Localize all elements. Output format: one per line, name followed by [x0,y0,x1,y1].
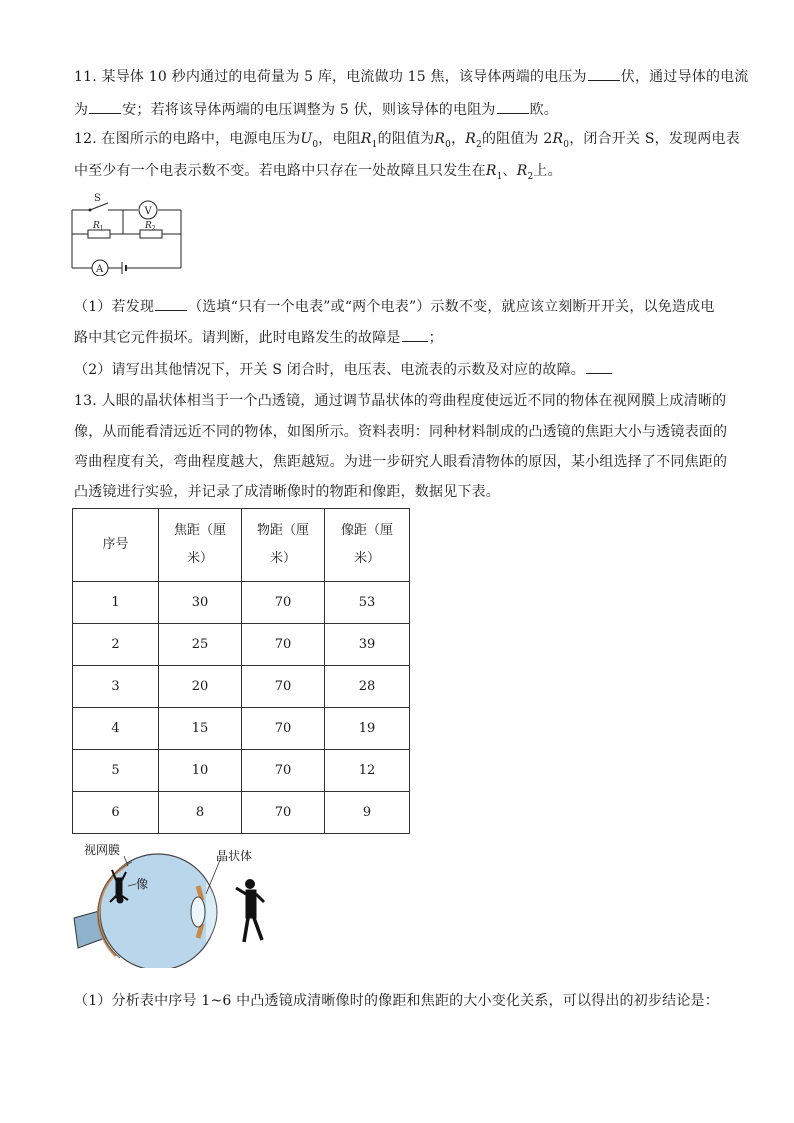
q12-text: ， [451,131,466,147]
var-r1: R [360,131,372,147]
lens-pointer [206,860,220,894]
q12-text: 、 [502,163,517,179]
q12-sub2-line [74,359,613,380]
q12-text: 12. 在图所示的电路中，电源电压为 [74,131,301,147]
table-cell: 70 [242,624,325,666]
q13-line-4: 凸透镜进行实验，并记录了成清晰像时的物距和像距，数据见下表。 [74,484,500,500]
var-r1: R [485,163,497,179]
q12-sub1-line-2 [74,327,443,348]
table-cell: 3 [73,666,159,708]
table-cell: 5 [73,750,159,792]
table-cell: 53 [325,582,410,624]
table-cell: 4 [73,708,159,750]
switch-blade [90,203,108,210]
r2-label [144,221,156,232]
q11-text: 欧。 [529,102,559,118]
table-cell: 30 [159,582,242,624]
table-row [73,624,410,666]
header-text: 物距（厘 [256,523,309,538]
r1-sub: 1 [99,225,104,232]
q12-blank-other-faults[interactable] [586,359,612,374]
table-cell: 1 [73,582,159,624]
var-sub: 0 [445,139,452,150]
eye-figure [70,838,280,968]
q12-blank-meter-count[interactable] [155,296,187,311]
table-header-row [73,509,410,582]
q11-line-1 [74,66,749,87]
table-cell: 25 [159,624,242,666]
header-index [73,509,159,582]
q12-text: （1）若发现 [74,299,155,315]
var-u: U [300,131,313,147]
var-sub: 1 [496,171,503,182]
table-cell: 70 [242,666,325,708]
header-text: 米） [186,551,213,566]
header-image-distance [325,509,410,582]
var-sub: 2 [476,139,482,150]
table-row [73,708,410,750]
table-row [73,582,410,624]
var-sub: 1 [371,139,378,150]
voltmeter-label: V [144,206,152,217]
q12-text: （2）请写出其他情况下，开关 S 闭合时，电压表、电流表的示数及对应的故障。 [74,362,585,378]
q12-text: 路中其它元件损坏。请判断，此时电路发生的故障是 [74,330,401,346]
q13-line-2: 像，从而能看清远近不同的物体，如图所示。资料表明：同种材料制成的凸透镜的焦距大小与透镜表面的 [74,424,728,440]
table-row [73,666,410,708]
header-text: 像距（厘 [340,523,393,538]
table-cell: 28 [325,666,410,708]
r2-letter: R [145,221,152,231]
q12-text: 上。 [533,163,562,179]
var-r2: R [465,131,477,147]
retina-label: 视网膜 [84,843,121,857]
table-cell: 8 [159,792,242,834]
var-sub: 0 [563,139,570,150]
q12-text: 的阻值为 [377,131,435,147]
table-cell: 2 [73,624,159,666]
header-text: 序号 [102,537,129,552]
q12-text: 中至少有一个电表示数不变。若电路中只存在一处故障且只发生在 [74,163,486,179]
q12-line-2 [74,161,562,187]
var-sub: 0 [312,139,319,150]
q11-blank-current[interactable] [89,99,121,114]
q12-text: ，电阻 [318,131,361,147]
circuit-diagram [66,192,188,276]
header-text: 焦距（厘 [173,523,226,538]
table-cell: 15 [159,708,242,750]
q11-text: 为 [74,102,89,118]
table-cell: 19 [325,708,410,750]
var-r0: R [552,131,564,147]
table-row [73,792,410,834]
q13-sub1-line: （1）分析表中序号 1~6 中凸透镜成清晰像时的像距和焦距的大小变化关系，可以得出的初步结论是： [74,993,719,1009]
q12-sub1-line-1 [74,296,715,317]
q12-text: ，闭合开关 S，发现两电表 [569,131,740,147]
header-text: 米） [353,551,380,566]
q12-blank-fault[interactable] [402,327,428,342]
var-r2: R [516,163,528,179]
lens-label: 晶状体 [216,849,253,863]
r2-sub: 2 [151,225,156,232]
table-cell: 39 [325,624,410,666]
q12-text: （选填“只有一个电表”或“两个电表”）示数不变，就应该立刻断开开关，以免造成电 [188,299,715,315]
r1-letter: R [93,221,100,231]
crystalline-lens [191,897,205,927]
header-object-distance [242,509,325,582]
table-cell: 6 [73,792,159,834]
image-label: 像 [136,877,149,891]
r1-label [92,221,104,232]
q11-blank-voltage[interactable] [588,66,620,81]
object-person-figure [236,880,264,943]
q12-text: ； [428,330,443,346]
q11-blank-resistance[interactable] [497,99,529,114]
switch-label: S [94,193,101,204]
header-focal-length [159,509,242,582]
table-cell: 70 [242,750,325,792]
lens-data-table [72,508,410,834]
table-cell: 9 [325,792,410,834]
q12-line-1 [74,129,740,155]
ammeter-label: A [96,264,104,275]
var-r0: R [434,131,446,147]
q11-text: 伏，通过导体的电流 [620,69,749,85]
var-sub: 2 [527,171,534,182]
switch-pivot [89,209,92,212]
q11-text: 安；若将该导体两端的电压调整为 5 伏，则该导体的电阻为 [122,102,496,118]
header-text: 米） [269,551,296,566]
table-cell: 20 [159,666,242,708]
q11-line-2 [74,99,558,120]
table-cell: 70 [242,792,325,834]
table-row [73,750,410,792]
q12-text: 的阻值为 2 [481,131,553,147]
q13-line-3: 弯曲程度有关，弯曲程度越大，焦距越短。为进一步研究人眼看清物体的原因，某小组选择了不同焦距的 [74,454,728,470]
table-cell: 10 [159,750,242,792]
table-cell: 70 [242,582,325,624]
table-cell: 12 [325,750,410,792]
q13-line-1: 13. 人眼的晶状体相当于一个凸透镜，通过调节晶状体的弯曲程度使远近不同的物体在视网膜上成清晰的 [74,393,727,409]
table-cell: 70 [242,708,325,750]
q11-text: 11. 某导体 10 秒内通过的电荷量为 5 库，电流做功 15 焦，该导体两端的电压为 [74,69,587,85]
